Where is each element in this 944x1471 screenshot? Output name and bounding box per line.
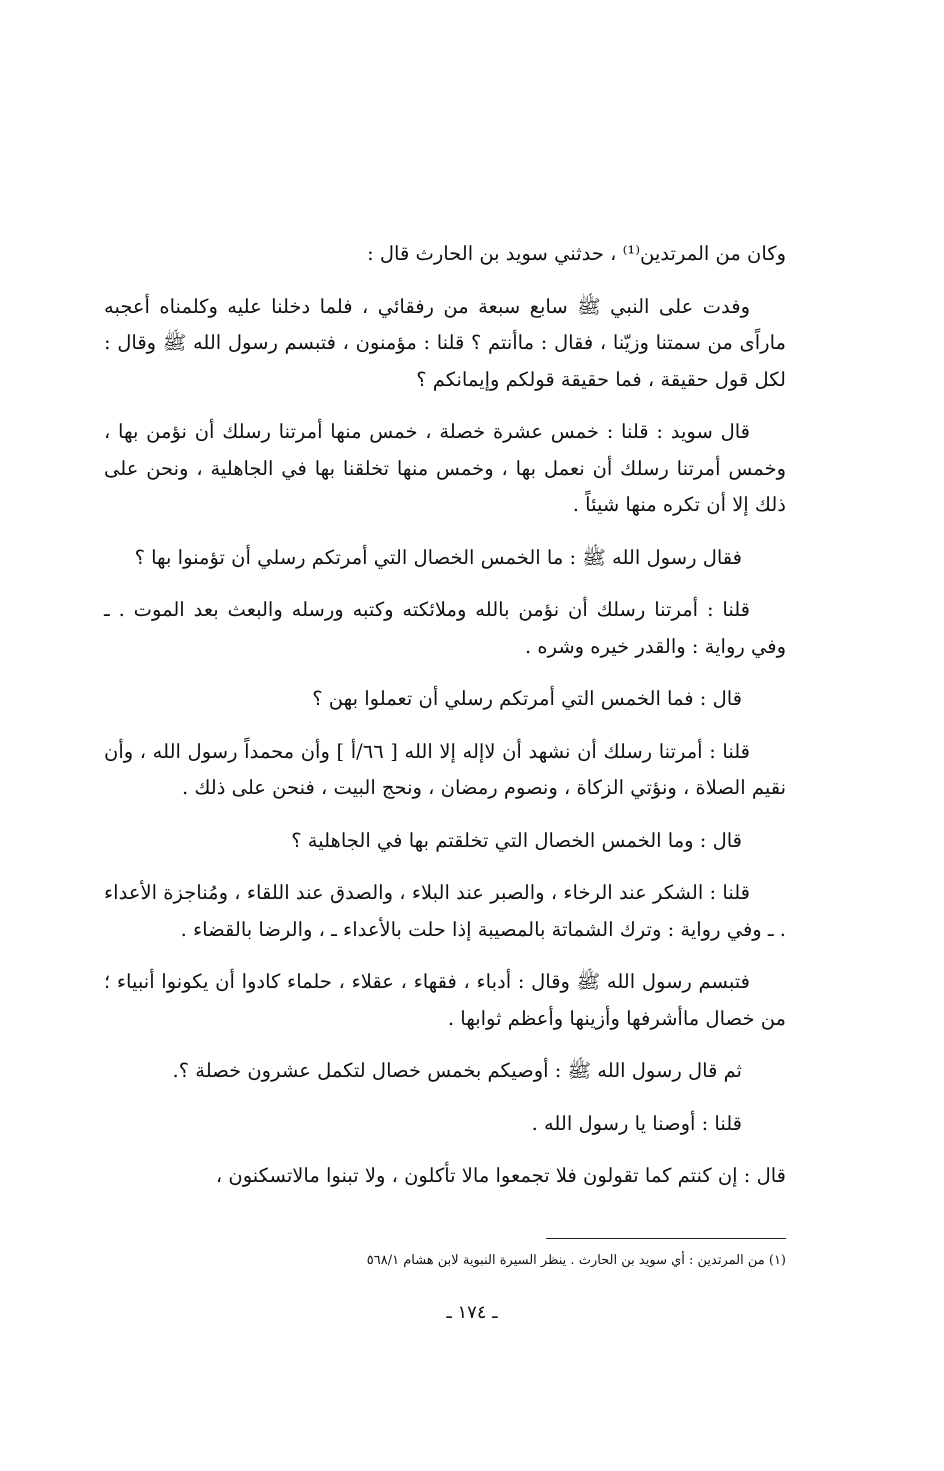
paragraph-advice-start: قال : إن كنتم كما تقولون فلا تجمعوا مالا تأكلون ، ولا تبنوا مالاتسكنون ، [215,1164,786,1187]
paragraph-answer-jahiliyya: قلنا : الشكر عند الرخاء ، والصبر عند البلاء ، والصدق عند اللقاء ، ومُناجزة الأعداء . ـ وفي رواية : وترك الشماتة بالمصيبة إذا حلت بالأعداء ـ ، والرضا بالقضاء . [104,881,786,941]
paragraph-answer-deeds: قلنا : أمرتنا رسلك أن نشهد أن لاإله إلا الله [ ٦٦/أ ] وأن محمداً رسول الله ، وأن نقيم الصلاة ، ونؤتي الزكاة ، ونصوم رمضان ، ونحج البيت ، فنحن على ذلك . [104,739,786,799]
paragraph-delegation: وفدت على النبي ﷺ سابع سبعة من رفقائي ، فلما دخلنا عليه وكلمناه أعجبه ماراًى من سمتنا وزيّنا ، فقال : ماأنتم ؟ قلنا : مؤمنون ، فتبسم رسول الله ﷺ وقال : لكل قول حقيقة ، فما حقيقة قولكم وإيمانكم ؟ [104,294,786,391]
paragraph-question-jahiliyya: قال : وما الخمس الخصال التي تخلقتم بها في الجاهلية ؟ [291,828,742,852]
paragraph-prophet-smiles: فتبسم رسول الله ﷺ وقال : أدباء ، فقهاء ، عقلاء ، حلماء كادوا أن يكونوا أنبياء ؛ من خصال ماأشرفها وأزينها وأعظم ثوابها . [104,970,786,1030]
paragraph-intro: وكان من المرتدين⁽¹⁾ ، حدثني سويد بن الحارث قال : [367,242,786,265]
main-text [104,236,786,1211]
paragraph-fifteen-traits: قال سويد : قلنا : خمس عشرة خصلة ، خمس منها أمرتنا رسلك أن نؤمن بها ، وخمس أمرتنا رسلك أن نعمل بها ، وخمس منها تخلقنا بها في الجاهلية ، ونحن على ذلك إلا أن تكره منها شيئاً . [104,420,786,516]
footnote: (١) من المرتدين : أي سويد بن الحارث . ينظر السيرة النبوية لابن هشام ٥٦٨/١ [366,1253,786,1268]
paragraph-answer-belief: قلنا : أمرتنا رسلك أن نؤمن بالله وملائكته وكتبه ورسله والبعث بعد الموت . ـ وفي رواية : والقدر خيره وشره . [104,598,786,658]
page-number: ـ ١٧٤ ـ [446,1302,498,1323]
paragraph-advise-us: قلنا : أوصنا يا رسول الله . [531,1111,742,1135]
paragraph-question-belief: فقال رسول الله ﷺ : ما الخمس الخصال التي أمرتكم رسلي أن تؤمنوا بها ؟ [134,545,742,569]
paragraph-question-deeds: قال : فما الخمس التي أمرتكم رسلي أن تعملوا بهن ؟ [312,687,742,710]
footnote-divider [546,1238,786,1239]
paragraph-five-advices: ثم قال رسول الله ﷺ : أوصيكم بخمس خصال لتكمل عشرون خصلة ؟. [172,1059,742,1082]
